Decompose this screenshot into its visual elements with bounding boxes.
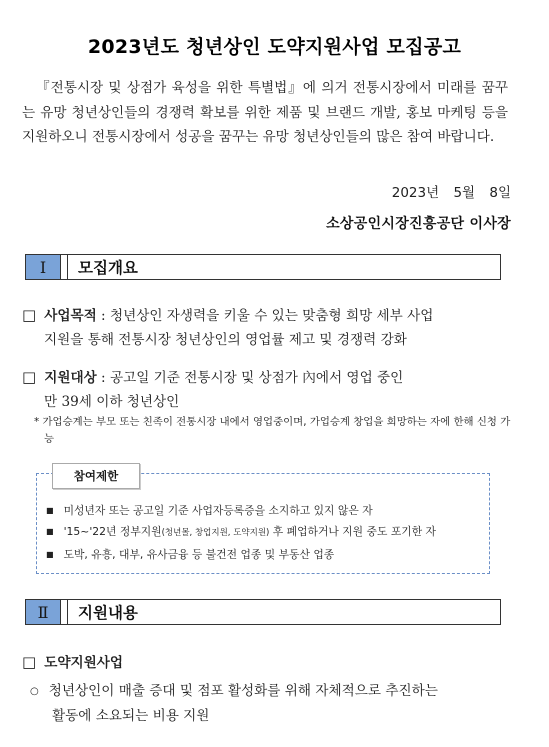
support-description: ○ 청년상인이 매출 증대 및 점포 활성화를 위해 자체적으로 추진하는 활동에 소요되는 비용 지원 [30, 683, 438, 724]
square-bullet-icon: ■ [46, 550, 54, 559]
restriction-list [46, 500, 436, 565]
page-title: 2023년도 청년상인 도약지원사업 모집공고 [87, 36, 462, 58]
square-bullet-icon: ■ [46, 506, 54, 515]
purpose-item [22, 303, 506, 352]
target-item [22, 365, 506, 414]
section-title: 모집개요 [78, 259, 138, 277]
checkbox-square-icon: □ [22, 306, 37, 324]
section-number: Ⅰ [26, 255, 61, 279]
purpose-text-line2: 지원을 통해 전통시장 청년상인의 영업률 제고 및 경쟁력 강화 [44, 332, 407, 348]
section-divider [61, 600, 68, 624]
subsection-title: □ 도약지원사업 [22, 653, 123, 671]
section-number: Ⅱ [26, 600, 61, 624]
purpose-text-line1: : 청년상인 자생력을 키울 수 있는 맞춤형 희망 세부 사업 [96, 308, 434, 324]
checkbox-square-icon: □ [22, 368, 37, 386]
square-bullet-icon: ■ [46, 527, 54, 536]
list-item: ■ 미성년자 또는 공고일 기준 사업자등록증을 소지하고 있지 않은 자 [46, 504, 373, 517]
section-title: 지원내용 [78, 604, 138, 622]
target-text-line2: 만 39세 이하 청년상인 [44, 394, 180, 410]
target-text-line1: : 공고일 기준 전통시장 및 상점가 內에서 영업 중인 [96, 370, 404, 386]
restriction-label: 참여제한 [52, 463, 140, 489]
list-item: ■ '15~'22년 정부지원(청년몰, 창업지원, 도약지원) 후 폐업하거나 지원 중도 포기한 자 [46, 525, 436, 538]
purpose-label: 사업목적 [44, 308, 97, 324]
section-divider [61, 255, 68, 279]
issuing-organization: 소상공인시장진흥공단 이사장 [326, 216, 511, 232]
announcement-date: 2023년 5월 8일 [391, 185, 511, 201]
intro-paragraph: 『전통시장 및 상점가 육성을 위한 특별법』에 의거 전통시장에서 미래를 꿈꾸는 유망 청년상인들의 경쟁력 확보를 위한 제품 및 브랜드 개발, 홍보 마케팅 등을 지원하오니 전통시장에서 성공을 꿈꾸는 유망 청년상인들의 많은 참여 바랍니다. [22, 80, 508, 145]
section-header-support [25, 599, 501, 625]
list-item: ■ 도박, 유흥, 대부, 유사금융 등 불건전 업종 및 부동산 업종 [46, 548, 335, 561]
section-header-overview [25, 254, 501, 280]
succession-note: * 가업승계는 부모 또는 친족이 전통시장 내에서 영업중이며, 가업승계 창업을 희망하는 자에 한해 신청 가능 [34, 416, 511, 445]
checkbox-square-icon: □ [22, 653, 37, 671]
target-label: 지원대상 [44, 370, 97, 386]
circle-bullet-icon: ○ [30, 686, 39, 697]
